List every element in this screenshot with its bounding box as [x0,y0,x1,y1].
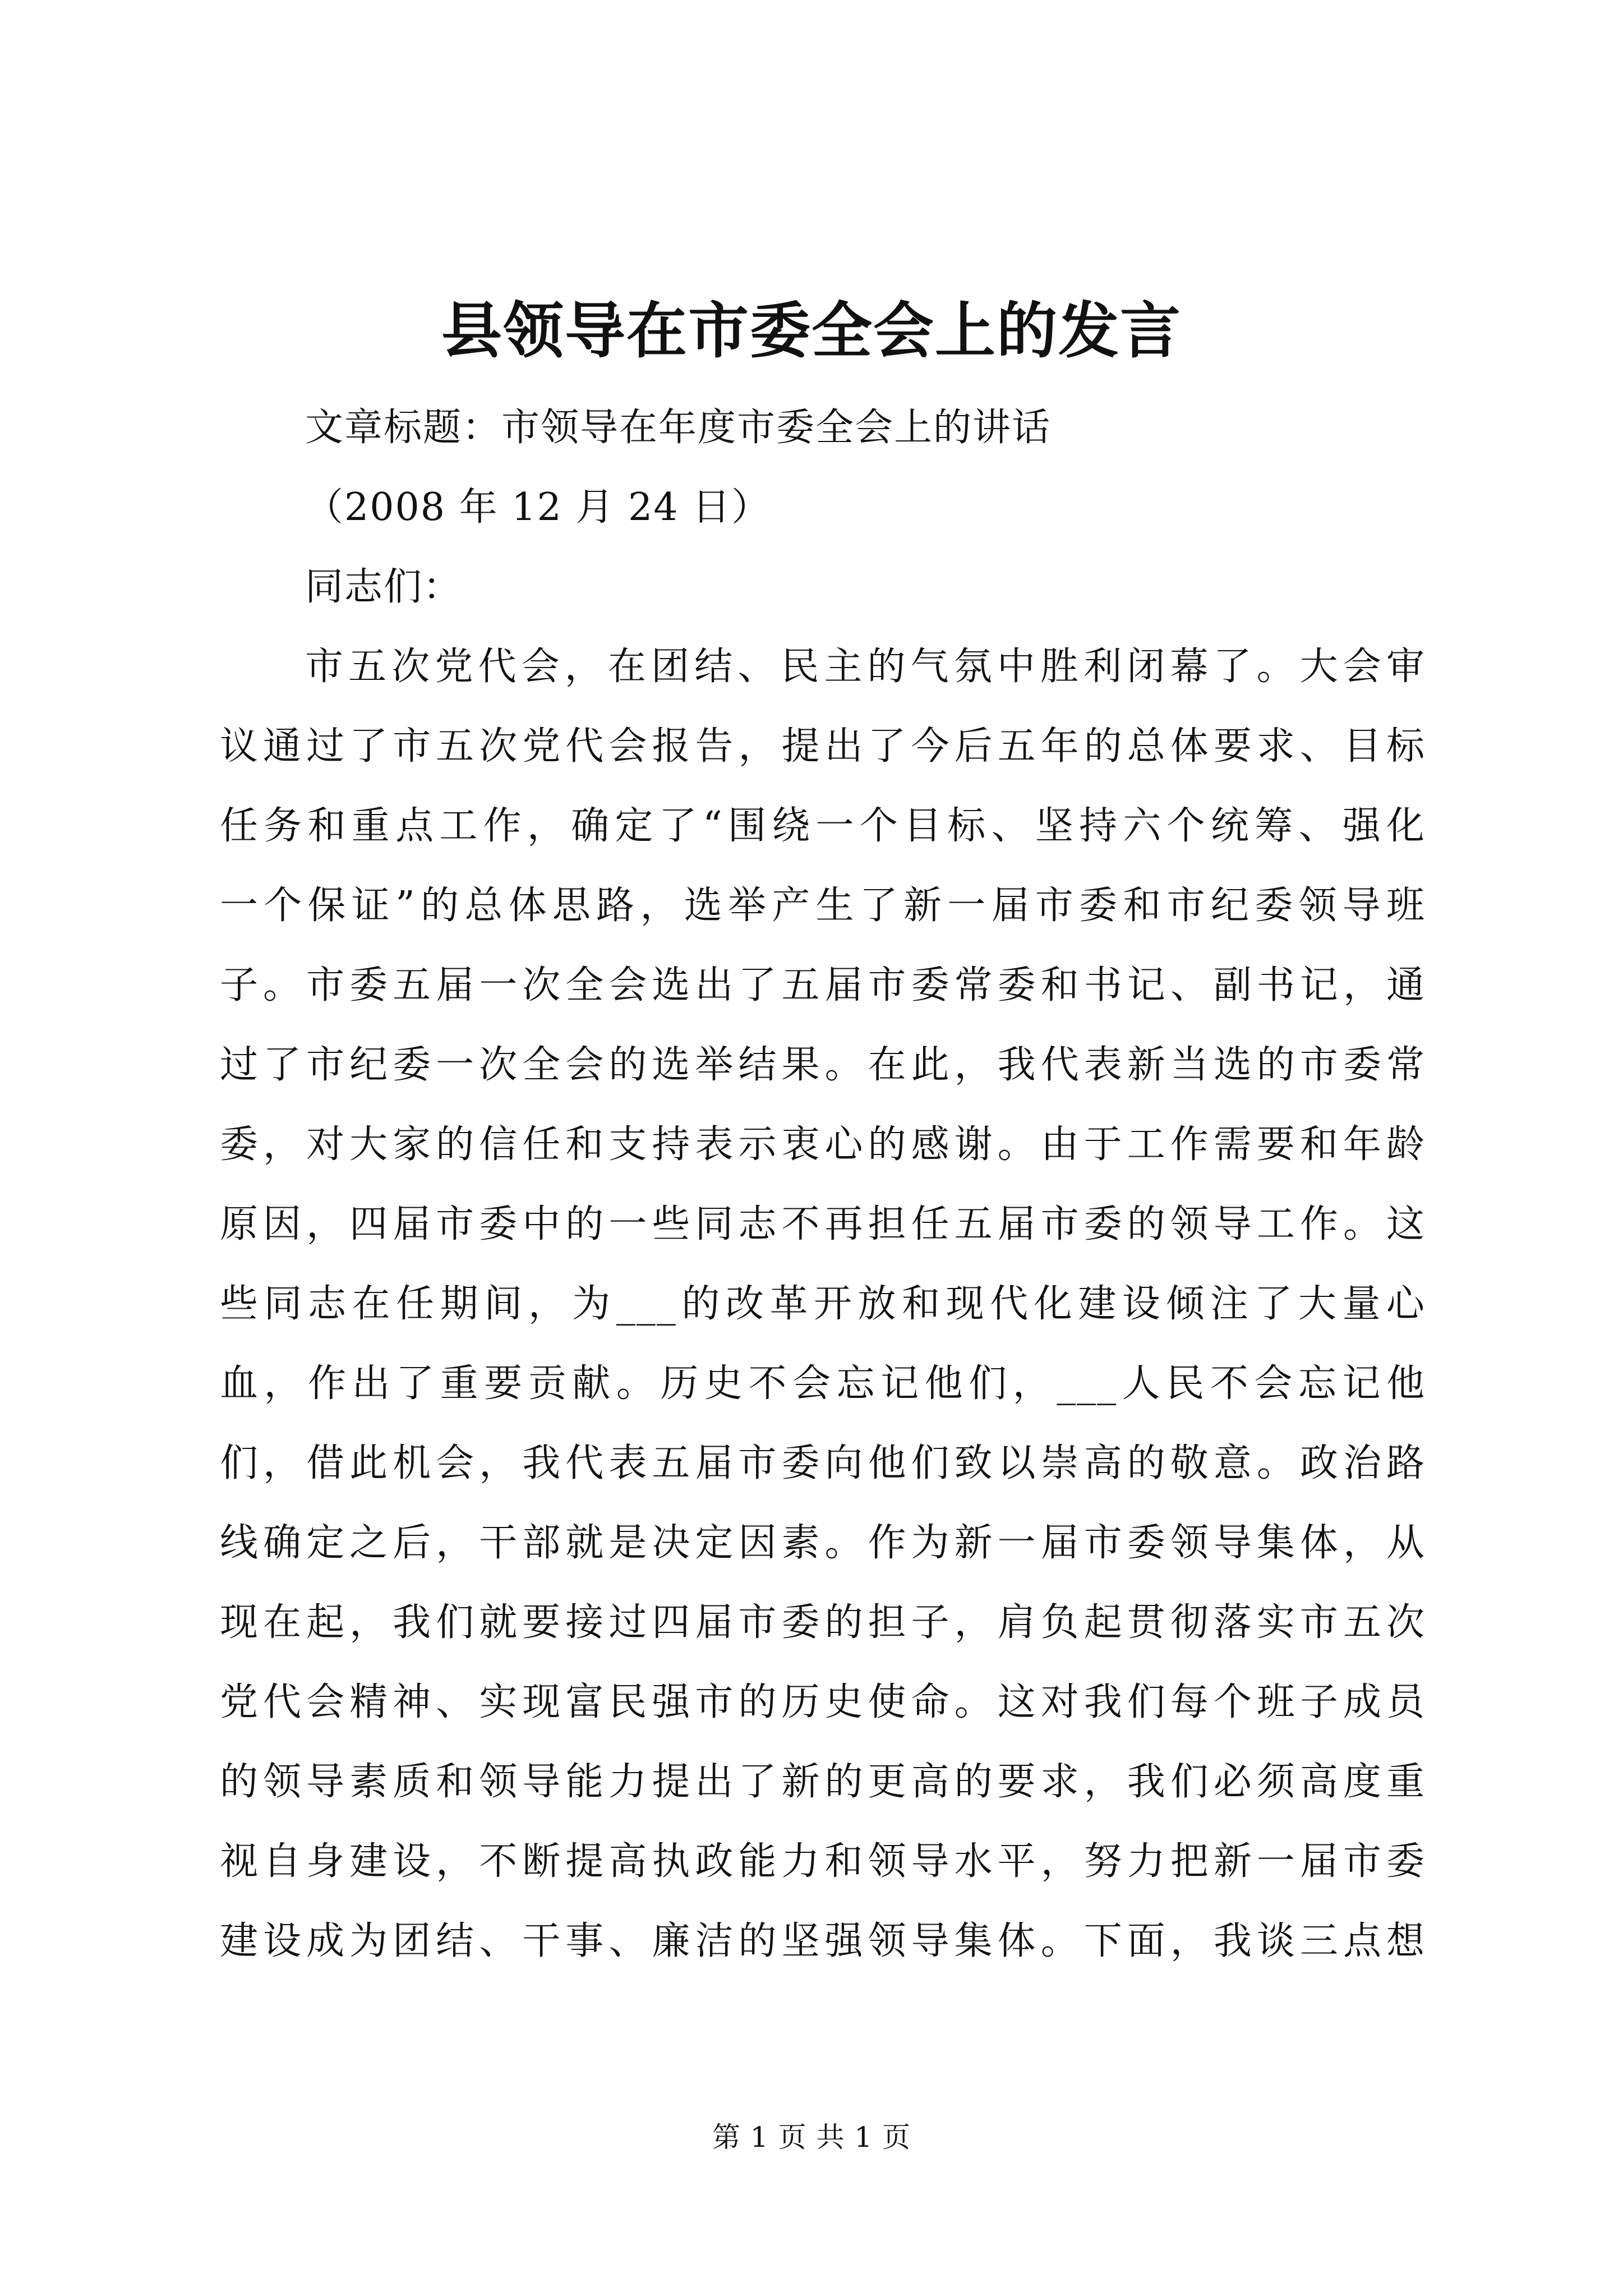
document-body [220,388,1426,1981]
paragraph-line: 原因，四届市委中的一些同志不再担任五届市委的领导工作。这 [220,1202,1426,1246]
paragraph-line: 市五次党代会，在团结、民主的气氛中胜利闭幕了。大会审 [305,645,1426,689]
paragraph-line: 建设成为团结、干事、廉洁的坚强领导集体。下面，我谈三点想 [220,1919,1426,1963]
paragraph-line: 议通过了市五次党代会报告，提出了今后五年的总体要求、目标 [220,724,1426,769]
paragraph-line: 现在起，我们就要接过四届市委的担子，肩负起贯彻落实市五次 [220,1600,1426,1645]
paragraph-line: 的领导素质和领导能力提出了新的更高的要求，我们必须高度重 [220,1760,1426,1804]
paragraph-line: 任务和重点工作，确定了“围绕一个目标、坚持六个统筹、强化 [220,804,1426,848]
paragraph-line: 一个保证”的总体思路，选举产生了新一届市委和市纪委领导班 [220,884,1426,928]
paragraph-line: 血，作出了重要贡献。历史不会忘记他们，___人民不会忘记他 [220,1361,1426,1406]
date-line: （2008 年 12 月 24 日） [305,485,771,530]
paragraph-line: 子。市委五届一次全会选出了五届市委常委和书记、副书记，通 [220,963,1426,1007]
paragraph-line: 些同志在任期间，为___的改革开放和现代化建设倾注了大量心 [220,1282,1426,1326]
salutation: 同志们： [305,565,463,609]
page-footer: 第 1 页 共 1 页 [712,2121,911,2154]
paragraph-line: 视自身建设，不断提高执政能力和领导水平，努力把新一届市委 [220,1839,1426,1884]
document-title: 县领导在市委全会上的发言 [441,296,1182,366]
paragraph-line: 过了市纪委一次全会的选举结果。在此，我代表新当选的市委常 [220,1043,1426,1087]
subtitle-line: 文章标题：市领导在年度市委全会上的讲话 [305,406,1052,450]
paragraph-line: 线确定之后，干部就是决定因素。作为新一届市委领导集体，从 [220,1521,1426,1565]
paragraph-line: 党代会精神、实现富民强市的历史使命。这对我们每个班子成员 [220,1680,1426,1724]
paragraph-line: 们，借此机会，我代表五届市委向他们致以崇高的敬意。政治路 [220,1441,1426,1485]
paragraph-line: 委，对大家的信任和支持表示衷心的感谢。由于工作需要和年龄 [220,1122,1426,1167]
